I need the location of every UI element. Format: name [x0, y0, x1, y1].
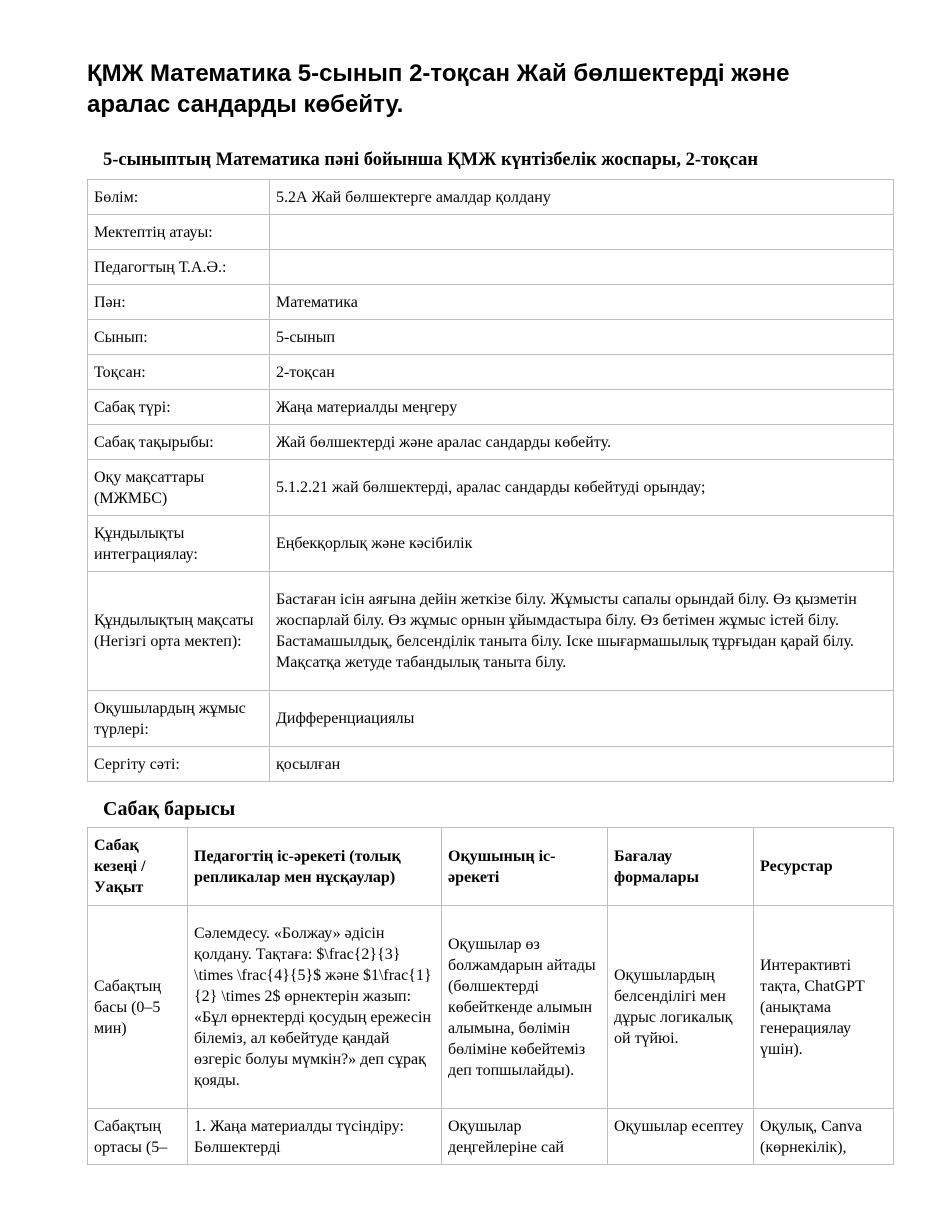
- table-header-row: [88, 828, 894, 906]
- student-cell: Оқушылар өз болжамдарын айтады (бөлшектерді көбейткенде алымын алымына, бөлімін бөліміне көбейтеміз деп топшылайды).: [442, 906, 608, 1109]
- table-row: [88, 320, 894, 355]
- resources-cell: Оқулық, Canva (көрнекілік),: [754, 1109, 894, 1165]
- info-value: Жай бөлшектерді және аралас сандарды көбейту.: [270, 425, 894, 460]
- lesson-info-table: [87, 179, 894, 782]
- info-value: Математика: [270, 285, 894, 320]
- info-value: [270, 250, 894, 285]
- resources-cell: Интерактивті тақта, ChatGPT (анықтама генерациялау үшін).: [754, 906, 894, 1109]
- info-label: Пән:: [88, 285, 270, 320]
- lesson-section-title: Сабақ барысы: [103, 798, 236, 820]
- info-value: Дифференциациялы: [270, 691, 894, 747]
- teacher-cell: Сәлемдесу. «Болжау» әдісін қолдану. Тақтаға: $\frac{2}{3} \times \frac{4}{5}$ және $1\frac{1}{2} \times 2$ өрнектерін жазып: «Бұл өрнектерді қосудың ережесін білеміз, ал көбейтуде қандай өзгеріс болуы мүмкін?» деп сұрақ қояды.: [188, 906, 442, 1109]
- table-row: [88, 691, 894, 747]
- table-row: [88, 1109, 894, 1165]
- table-row: [88, 215, 894, 250]
- table-row: [88, 425, 894, 460]
- stage-cell: Сабақтың басы (0–5 мин): [88, 906, 188, 1109]
- table-row: [88, 250, 894, 285]
- plan-title: 5-сыныптың Математика пәні бойынша ҚМЖ күнтізбелік жоспары, 2-тоқсан: [103, 150, 759, 170]
- info-value: 5.1.2.21 жай бөлшектерді, аралас сандарды көбейтуді орындау;: [270, 460, 894, 516]
- info-label: Мектептің атауы:: [88, 215, 270, 250]
- info-value: 5-сынып: [270, 320, 894, 355]
- table-row: [88, 460, 894, 516]
- info-value: 5.2А Жай бөлшектерге амалдар қолдану: [270, 180, 894, 215]
- student-cell: Оқушылар деңгейлеріне сай: [442, 1109, 608, 1165]
- table-row: [88, 355, 894, 390]
- info-value: Бастаған ісін аяғына дейін жеткізе білу. Жұмысты сапалы орындай білу. Өз қызметін жоспарлай білу. Өз жұмыс орнын ұйымдастыра білу. Өз бетімен жұмыс істей білу. Бастамашылдық, белсенділік таныта білу. Іске шығармашылық тұрғыдан қарай білу. Мақсатқа жетуде табандылық таныта білу.: [270, 572, 894, 691]
- column-header-stage: Сабақ кезеңі / Уақыт: [88, 828, 188, 906]
- info-label: Құндылықтың мақсаты (Негізгі орта мектеп):: [88, 572, 270, 691]
- info-label: Сабақ тақырыбы:: [88, 425, 270, 460]
- column-header-resources: Ресурстар: [754, 828, 894, 906]
- info-label: Сабақ түрі:: [88, 390, 270, 425]
- teacher-cell: 1. Жаңа материалды түсіндіру: Бөлшектерді: [188, 1109, 442, 1165]
- info-label: Құндылықты интеграциялау:: [88, 516, 270, 572]
- assessment-cell: Оқушылар есептеу: [608, 1109, 754, 1165]
- lesson-flow-table: [87, 827, 894, 1165]
- info-label: Оқу мақсаттары (МЖМБС): [88, 460, 270, 516]
- table-row: [88, 390, 894, 425]
- table-row: [88, 285, 894, 320]
- column-header-teacher: Педагогтің іс-әрекеті (толық репликалар мен нұсқаулар): [188, 828, 442, 906]
- table-row: [88, 572, 894, 691]
- info-label: Тоқсан:: [88, 355, 270, 390]
- info-label: Сынып:: [88, 320, 270, 355]
- info-label: Сергіту сәті:: [88, 747, 270, 782]
- document-title: ҚМЖ Математика 5-сынып 2-тоқсан Жай бөлшектерді және аралас сандарды көбейту.: [87, 60, 790, 118]
- info-value: Жаңа материалды меңгеру: [270, 390, 894, 425]
- info-label: Оқушылардың жұмыс түрлері:: [88, 691, 270, 747]
- info-label: Педагогтың Т.А.Ә.:: [88, 250, 270, 285]
- info-value: [270, 215, 894, 250]
- column-header-student: Оқушының іс-әрекеті: [442, 828, 608, 906]
- assessment-cell: Оқушылардың белсенділігі мен дұрыс логикалық ой түйюі.: [608, 906, 754, 1109]
- info-value: 2-тоқсан: [270, 355, 894, 390]
- info-label: Бөлім:: [88, 180, 270, 215]
- table-row: [88, 516, 894, 572]
- table-row: [88, 906, 894, 1109]
- column-header-assessment: Бағалау формалары: [608, 828, 754, 906]
- info-value: қосылған: [270, 747, 894, 782]
- table-row: [88, 180, 894, 215]
- info-value: Еңбекқорлық және кәсібилік: [270, 516, 894, 572]
- table-row: [88, 747, 894, 782]
- stage-cell: Сабақтың ортасы (5–: [88, 1109, 188, 1165]
